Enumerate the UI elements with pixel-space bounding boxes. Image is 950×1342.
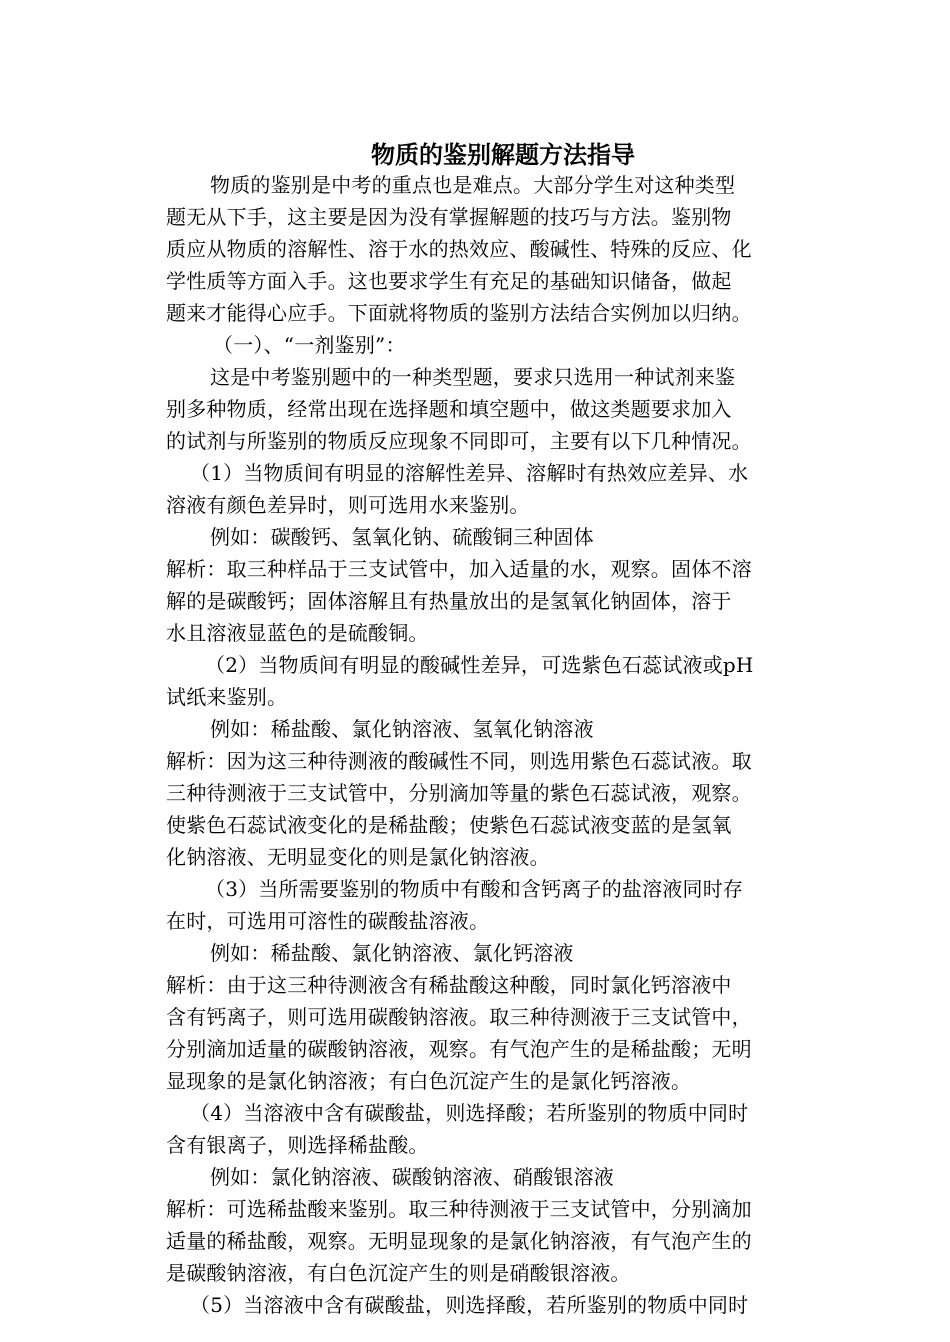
analysis-line: 解析：由于这三种待测液含有稀盐酸这种酸，同时氯化钙溶液中 [166,973,732,997]
case-heading: （1）当物质间有明显的溶解性差异、溶解时有热效应差异、水 [190,461,749,485]
example-line: 例如：稀盐酸、氯化钠溶液、氢氧化钠溶液 [210,717,594,741]
text-line: 溶液有颜色差异时，则可选用水来鉴别。 [166,493,530,517]
case-heading: （2）当物质间有明显的酸碱性差异，可选紫色石蕊试液或pH [205,653,754,677]
case-heading: （4）当溶液中含有碳酸盐，则选择酸；若所鉴别的物质中同时 [190,1101,749,1125]
text-line: 化钠溶液、无明显变化的则是氯化钠溶液。 [166,845,550,869]
text-line: 别多种物质，经常出现在选择题和填空题中，做这类题要求加入 [166,397,732,421]
text-line: 显现象的是氯化钠溶液；有白色沉淀产生的是氯化钙溶液。 [166,1069,692,1093]
text-line: 物质的鉴别是中考的重点也是难点。大部分学生对这种类型 [210,173,736,197]
text-line: 解的是碳酸钙；固体溶解且有热量放出的是氢氧化钠固体，溶于 [166,589,732,613]
text-line: 适量的稀盐酸，观察。无明显现象的是氯化钠溶液，有气泡产生的 [166,1229,752,1253]
text-line: 这是中考鉴别题中的一种类型题，要求只选用一种试剂来鉴 [210,365,736,389]
document-title: 物质的鉴别解题方法指导 [371,140,635,169]
text-line: 分别滴加适量的碳酸钠溶液，观察。有气泡产生的是稀盐酸；无明 [166,1037,752,1061]
section-heading: （一）、“一剂鉴别”： [213,333,406,357]
text-line: 的试剂与所鉴别的物质反应现象不同即可，主要有以下几种情况。 [166,429,752,453]
text-line: 题无从下手，这主要是因为没有掌握解题的技巧与方法。鉴别物 [166,205,732,229]
example-line: 例如：氯化钠溶液、碳酸钠溶液、硝酸银溶液 [210,1165,614,1189]
text-line: 含有钙离子，则可选用碳酸钠溶液。取三种待测液于三支试管中， [166,1005,752,1029]
case-heading: （5）当溶液中含有碳酸盐，则选择酸，若所鉴别的物质中同时 [190,1293,749,1317]
case-heading: （3）当所需要鉴别的物质中有酸和含钙离子的盐溶液同时存 [205,877,744,901]
analysis-line: 解析：取三种样品于三支试管中，加入适量的水，观察。固体不溶 [166,557,752,581]
analysis-line: 解析：因为这三种待测液的酸碱性不同，则选用紫色石蕊试液。取 [166,749,752,773]
text-line: 题来才能得心应手。下面就将物质的鉴别方法结合实例加以归纳。 [166,301,752,325]
example-line: 例如：稀盐酸、氯化钠溶液、氯化钙溶液 [210,941,574,965]
text-line: 试纸来鉴别。 [166,685,288,709]
text-line: 学性质等方面入手。这也要求学生有充足的基础知识储备，做起 [166,269,732,293]
text-line: 质应从物质的溶解性、溶于水的热效应、酸碱性、特殊的反应、化 [166,237,752,261]
text-line: 是碳酸钠溶液，有白色沉淀产生的则是硝酸银溶液。 [166,1261,631,1285]
text-line: 含有银离子，则选择稀盐酸。 [166,1133,429,1157]
text-line: 使紫色石蕊试液变化的是稀盐酸；使紫色石蕊试液变蓝的是氢氧 [166,813,732,837]
text-line: 水且溶液显蓝色的是硫酸铜。 [166,621,429,645]
text-line: 三种待测液于三支试管中，分别滴加等量的紫色石蕊试液，观察。 [166,781,752,805]
text-line: 在时，可选用可溶性的碳酸盐溶液。 [166,909,490,933]
analysis-line: 解析：可选稀盐酸来鉴别。取三种待测液于三支试管中，分别滴加 [166,1197,752,1221]
example-line: 例如：碳酸钙、氢氧化钠、硫酸铜三种固体 [210,525,594,549]
